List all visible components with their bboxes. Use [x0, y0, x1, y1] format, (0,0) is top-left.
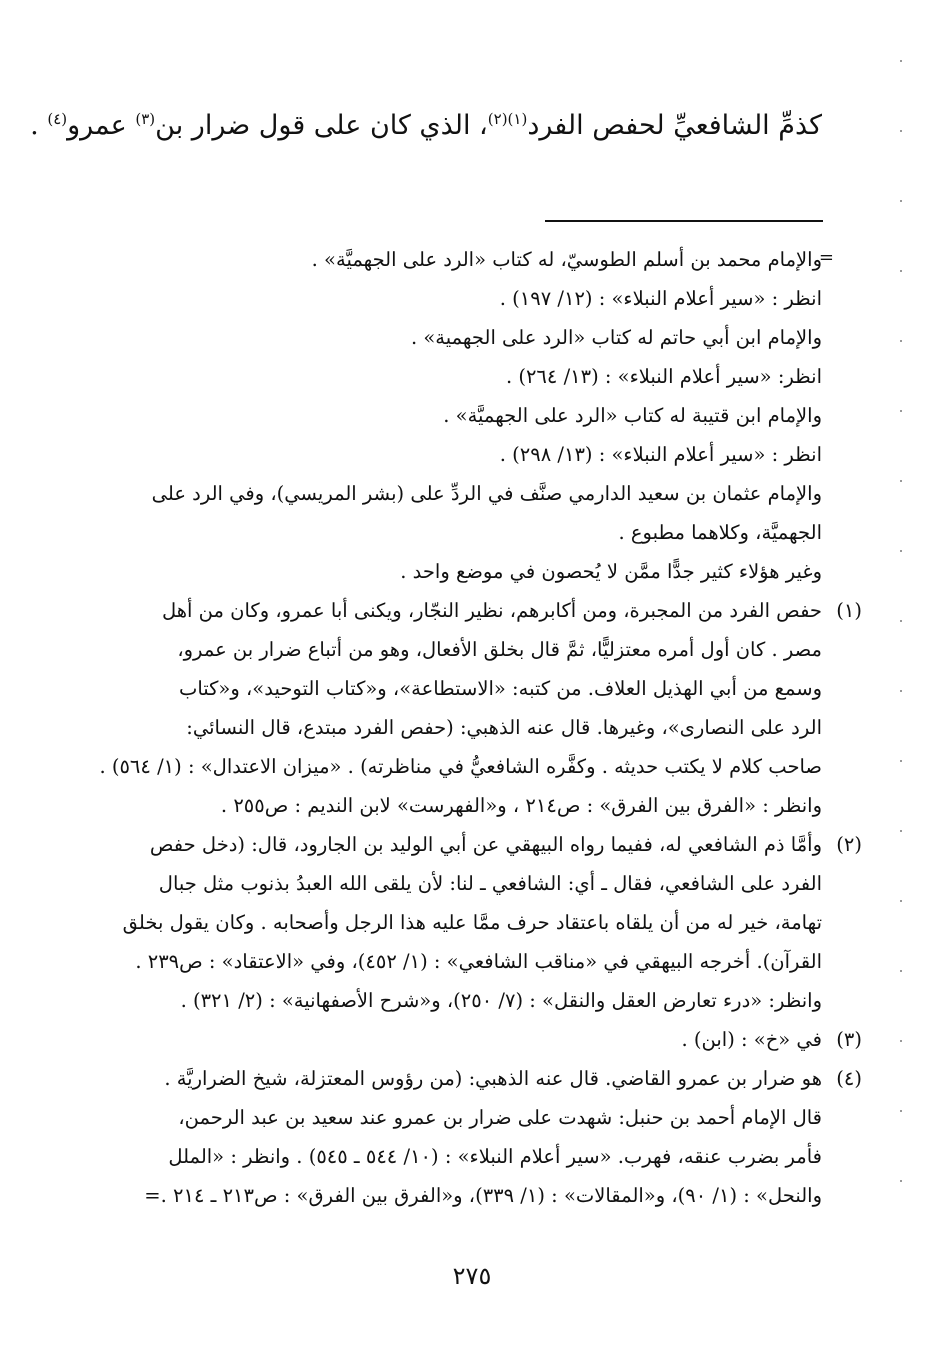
footnote-separator: [545, 220, 823, 222]
footnote-line: والإمام عثمان بن سعيد الدارمي صنَّف في الردِّ على (بشر المريسي)، وفي الرد على: [151, 482, 822, 505]
continued-footnote: [110, 240, 822, 591]
footnote-line: وغير هؤلاء كثير جدًّا ممَّن لا يُحصون في موضع واحد .: [400, 560, 822, 583]
main-text-segment: ، الذي كان على قول ضرار بن: [155, 110, 488, 141]
footnote-line: تهامة، خير له من أن يلقاه باعتقاد حرف ممَّا عليه هذا الرجل وأصحابه . وكان يقول بخلق: [122, 911, 822, 934]
footnote-line: حفص الفرد من المجبرة، ومن أكابرهم، نظير النجّار، ويكنى أبا عمرو، وكان من أهل: [162, 599, 822, 622]
footnote-line: الفرد على الشافعي، فقال ـ أي: الشافعي ـ لنا: لأن يلقى الله العبدُ بذنوب مثل جبال: [158, 872, 822, 895]
footnotes-area: [99, 240, 862, 1215]
footnote-3: [110, 1020, 862, 1059]
page-number: ٢٧٥: [452, 1262, 492, 1290]
footnote-line: وسمع من أبي الهذيل العلاف. من كتبه: «الاستطاعة»، و«كتاب التوحيد»، و«كتاب: [178, 677, 822, 700]
footnote-line: القرآن). أخرجه البيهقي في «مناقب الشافعي» : (١/ ٤٥٢)، وفي «الاعتقاد» : ص٢٣٩ .: [135, 950, 822, 973]
footnote-4: [110, 1059, 862, 1215]
footnote-line: في «خ» : (ابن) .: [681, 1028, 822, 1051]
footnote-2: [110, 825, 862, 1020]
continuation-mark: =: [818, 247, 834, 268]
margin-mark: [900, 60, 902, 1240]
footnote-line: والإمام ابن قتيبة له كتاب «الرد على الجهميَّة» .: [443, 404, 822, 427]
footnote-line: الرد على النصارى»، وغيرها. قال عنه الذهبي: (حفص الفرد مبتدع، قال النسائي:: [186, 716, 822, 739]
footnote-line: صاحب كلام لا يكتب حديثه . وكفَّره الشافعيُّ في مناظرته) . «ميزان الاعتدال» : (١/ ٥٦٤) .: [99, 755, 822, 778]
footnote-ref-1-2[interactable]: (١)(٢): [487, 110, 528, 128]
main-text-segment: عمرو: [67, 110, 136, 141]
footnote-line: وانظر: «درء تعارض العقل والنقل» : (٧/ ٢٥٠)، و«شرح الأصفهانية» : (٢/ ٣٢١) .: [180, 989, 822, 1012]
main-text-line: [30, 106, 822, 146]
footnote-line: والإمام محمد بن أسلم الطوسيّ، له كتاب «الرد على الجهميَّة» .: [311, 248, 822, 271]
main-text-segment: كذمِّ الشافعيِّ لحفص الفرد: [527, 110, 822, 141]
footnote-number: (٤): [836, 1067, 862, 1090]
footnote-number: (٣): [836, 1028, 862, 1051]
footnote-1: [99, 591, 862, 825]
footnote-line: قال الإمام أحمد بن حنبل: شهدت على ضرار بن عمرو عند سعيد بن عبد الرحمن،: [178, 1106, 822, 1129]
footnote-line: انظر: «سير أعلام النبلاء» : (١٣/ ٢٦٤) .: [505, 365, 822, 388]
footnote-line: هو ضرار بن عمرو القاضي. قال عنه الذهبي: (من رؤوس المعتزلة، شيخ الضراريَّة .: [164, 1067, 822, 1090]
footnote-line: والإمام ابن أبي حاتم له كتاب «الرد على الجهمية» .: [410, 326, 822, 349]
footnote-line: مصر . كان أول أمره معتزليًّا، ثمَّ قال بخلق الأفعال، وهو من أتباع ضرار بن عمرو،: [177, 638, 822, 661]
footnote-line: الجهميَّة، وكلاهما مطبوع .: [618, 521, 822, 544]
footnote-line: وانظر : «الفرق بين الفرق» : ص٢١٤ ، و«الفهرست» لابن النديم : ص٢٥٥ .: [220, 794, 822, 817]
footnote-ref-4[interactable]: (٤): [47, 110, 68, 128]
footnote-line: انظر : «سير أعلام النبلاء» : (١٣/ ٢٩٨) .: [499, 443, 822, 466]
footnote-line: والنحل» : (١/ ٩٠)، و«المقالات» : (١/ ٣٣٩)، و«الفرق بين الفرق» : ص٢١٣ ـ ٢١٤ .=: [144, 1184, 822, 1207]
footnote-number: (٢): [836, 833, 862, 856]
footnote-ref-3[interactable]: (٣): [135, 110, 156, 128]
main-text-segment: .: [30, 110, 48, 141]
footnote-number: (١): [836, 599, 862, 622]
footnote-line: انظر : «سير أعلام النبلاء» : (١٢/ ١٩٧) .: [499, 287, 822, 310]
footnote-line: فأمر بضرب عنقه، فهرب. «سير أعلام النبلاء» : (١٠/ ٥٤٤ ـ ٥٤٥) . وانظر : «الملل: [168, 1145, 822, 1168]
footnote-line: وأمَّا ذم الشافعي له، ففيما رواه البيهقي عن أبي الوليد بن الجارود، قال: (دخل حفص: [149, 833, 822, 856]
